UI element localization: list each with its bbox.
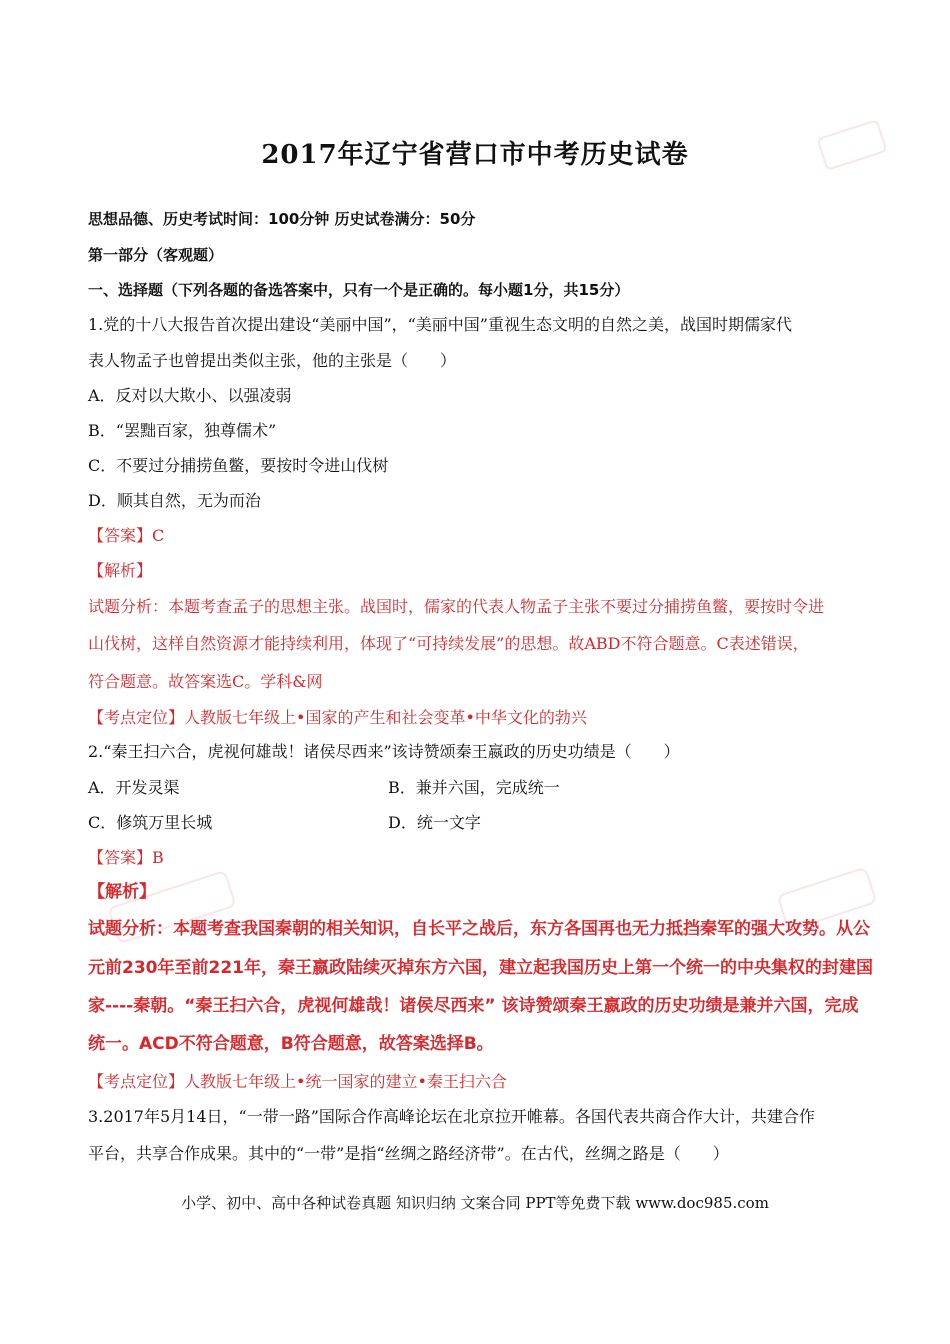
q2-option-d: D．统一文字: [388, 813, 481, 832]
q2-analysis-label: 【解析】: [88, 882, 156, 902]
q2-analysis-line: 统一。ACD不符合题意，B符合题意，故答案选择B。: [88, 1034, 494, 1054]
q1-analysis-line: 山伐树，这样自然资源才能持续利用，体现了“可持续发展”的思想。故ABD不符合题意。C表述错误，: [88, 634, 809, 653]
q3-stem-line2: 平台，共享合作成果。其中的“一带”是指“丝绸之路经济带”。在古代，丝绸之路是（ ）: [88, 1144, 729, 1163]
q1-point: 【考点定位】人教版七年级上•国家的产生和社会变革•中华文化的勃兴: [88, 708, 587, 727]
q2-analysis-line: 试题分析：本题考查我国秦朝的相关知识，自长平之战后，东方各国再也无力抵挡秦军的强大攻势。从公: [88, 919, 870, 939]
q1-analysis-label: 【解析】: [88, 561, 153, 580]
q2-option-c: C．修筑万里长城: [88, 813, 213, 832]
q1-analysis-line: 试题分析：本题考查孟子的思想主张。战国时，儒家的代表人物孟子主张不要过分捕捞鱼鳖，要按时令进: [88, 597, 825, 616]
q2-answer: 【答案】B: [88, 848, 164, 867]
page-title: 2017年辽宁省营口市中考历史试卷: [261, 140, 689, 170]
q1-answer: 【答案】C: [88, 526, 165, 545]
q2-analysis-line: 家----秦朝。“秦王扫六合，虎视何雄哉！诸侯尽西来” 该诗赞颂秦王嬴政的历史功绩是兼并六国，完成: [88, 996, 859, 1016]
q2-stem: 2.“秦王扫六合，虎视何雄哉！诸侯尽西来”该诗赞颂秦王嬴政的历史功绩是（ ）: [88, 742, 680, 761]
q1-stem-line1: 1.党的十八大报告首次提出建设“美丽中国”，“美丽中国”重视生态文明的自然之美，战国时期儒家代: [88, 315, 792, 334]
q2-option-a: A．开发灵渠: [88, 778, 180, 797]
section-heading: 一、选择题（下列各题的备选答案中，只有一个是正确的。每小题1分，共15分）: [88, 281, 630, 299]
exam-info: 思想品德、历史考试时间：100分钟 历史试卷满分：50分: [88, 210, 476, 228]
q2-point: 【考点定位】人教版七年级上•统一国家的建立•秦王扫六合: [88, 1072, 507, 1091]
q1-option-c: C．不要过分捕捞鱼鳖，要按时令进山伐树: [88, 456, 389, 475]
q1-option-b: B．“罢黜百家，独尊儒术”: [88, 421, 277, 440]
q3-stem-line1: 3.2017年5月14日，“一带一路”国际合作高峰论坛在北京拉开帷幕。各国代表共商合作大计，共建合作: [88, 1107, 815, 1126]
q2-option-b: B．兼并六国，完成统一: [388, 778, 560, 797]
q1-analysis-line: 符合题意。故答案选C。学科&网: [88, 672, 323, 691]
q1-option-d: D．顺其自然，无为而治: [88, 491, 261, 510]
q2-analysis-line: 元前230年至前221年，秦王嬴政陆续灭掉东方六国，建立起我国历史上第一个统一的中央集权的封建国: [88, 958, 873, 978]
q1-option-a: A．反对以大欺小、以强凌弱: [88, 386, 292, 405]
part-heading: 第一部分（客观题）: [88, 246, 224, 264]
page-footer: 小学、初中、高中各种试卷真题 知识归纳 文案合同 PPT等免费下载 www.doc985.com: [181, 1194, 769, 1212]
q1-stem-line2: 表人物孟子也曾提出类似主张，他的主张是（ ）: [88, 351, 457, 370]
